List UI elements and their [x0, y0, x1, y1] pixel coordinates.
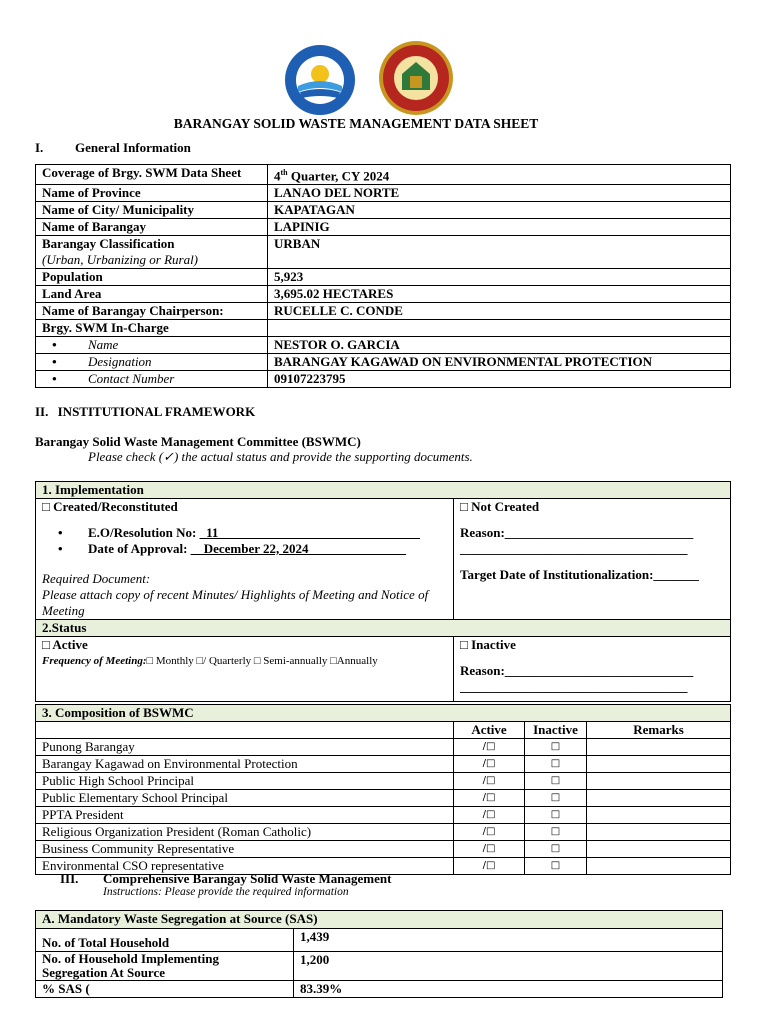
member-inactive-checkbox[interactable]: □ — [525, 739, 587, 756]
required-doc-text: Please attach copy of recent Minutes/ Highlights of Meeting and Notice of Meeting — [42, 587, 429, 618]
member-name: Environmental CSO representative — [36, 858, 454, 875]
page-title: BARANGAY SOLID WASTE MANAGEMENT DATA SHEET — [173, 116, 539, 131]
member-active-checkbox[interactable]: /□ — [454, 739, 525, 756]
classification-label: Barangay Classification — [42, 236, 175, 252]
reason-2b: ___________________________________ — [460, 679, 688, 694]
member-remarks — [587, 858, 731, 875]
member-remarks — [587, 841, 731, 858]
member-inactive-checkbox[interactable]: □ — [525, 841, 587, 858]
table-row — [36, 219, 731, 236]
table-row — [36, 354, 731, 371]
table-row — [36, 236, 731, 269]
member-active-checkbox[interactable]: /□ — [454, 858, 525, 875]
active-cell — [36, 637, 454, 702]
table-row — [36, 790, 731, 807]
table-row — [36, 841, 731, 858]
incharge-name-label: • Name — [36, 337, 268, 354]
logo-area — [0, 40, 768, 120]
bswmc-heading: Barangay Solid Waste Management Committee (BSWMC) — [35, 434, 361, 449]
reason-1b: ___________________________________ — [460, 541, 688, 556]
table-row — [36, 739, 731, 756]
created-option[interactable]: □ Created/Reconstituted — [42, 499, 178, 514]
member-inactive-checkbox[interactable]: □ — [525, 790, 587, 807]
barangay-label: Name of Barangay — [36, 219, 268, 236]
member-inactive-checkbox[interactable]: □ — [525, 756, 587, 773]
table-row — [36, 320, 731, 337]
table-row — [36, 773, 731, 790]
member-name: Public Elementary School Principal — [36, 790, 454, 807]
table-row — [36, 303, 731, 320]
member-active-checkbox[interactable]: /□ — [454, 841, 525, 858]
province-label: Name of Province — [36, 185, 268, 202]
inactive-cell — [454, 637, 731, 702]
table-row — [36, 165, 731, 185]
active-option[interactable]: □ Active — [42, 637, 88, 652]
city-value: KAPATAGAN — [268, 202, 731, 219]
not-created-option[interactable]: □ Not Created — [460, 499, 540, 514]
city-label: Name of City/ Municipality — [36, 202, 268, 219]
member-remarks — [587, 807, 731, 824]
contact-value: 09107223795 — [268, 371, 731, 388]
reason-1: Reason:_____________________________ — [460, 525, 694, 540]
section-3-heading — [60, 871, 392, 887]
composition-table — [35, 704, 731, 875]
classification-label-cell — [36, 236, 268, 269]
table-row — [36, 185, 731, 202]
required-doc-label: Required Document: — [42, 571, 151, 586]
member-inactive-checkbox[interactable]: □ — [525, 824, 587, 841]
incharge-name-value: NESTOR O. GARCIA — [268, 337, 731, 354]
table-row — [36, 269, 731, 286]
section-3-number: III. — [60, 871, 79, 886]
section-3-title: Comprehensive Barangay Solid Waste Management — [103, 871, 392, 886]
table-row — [36, 756, 731, 773]
composition-header: 3. Composition of BSWMC — [36, 705, 731, 722]
bayan-ng-kapatagan-seal-icon — [378, 40, 454, 116]
coverage-quarter: 4 — [274, 168, 281, 184]
section-3-instruction: Instructions: Please provide the required information — [103, 886, 349, 898]
date-line — [42, 541, 447, 557]
date-value: __December 22, 2024_______________ — [190, 541, 406, 556]
member-name: Religious Organization President (Roman Catholic) — [36, 824, 454, 841]
created-cell — [36, 499, 454, 620]
coverage-value — [268, 165, 731, 185]
contact-label: • Contact Number — [36, 371, 268, 388]
col-remarks: Remarks — [587, 722, 731, 739]
table-row — [36, 371, 731, 388]
section-1-heading — [35, 140, 191, 156]
designation-value: BARANGAY KAGAWAD ON ENVIRONMENTAL PROTECTION — [268, 354, 731, 371]
member-inactive-checkbox[interactable]: □ — [525, 807, 587, 824]
eo-label: E.O/Resolution No: — [88, 525, 200, 540]
classification-note: (Urban, Urbanizing or Rural) — [42, 252, 199, 268]
section-2-title: INSTITUTIONAL FRAMEWORK — [57, 404, 256, 419]
incharge-value — [268, 320, 731, 337]
implementation-header: 1. Implementation — [36, 482, 731, 499]
member-remarks — [587, 824, 731, 841]
province-value: LANAO DEL NORTE — [268, 185, 731, 202]
member-name: Business Community Representative — [36, 841, 454, 858]
date-label: Date of Approval: — [88, 541, 191, 556]
member-inactive-checkbox[interactable]: □ — [525, 858, 587, 875]
household-sas-value: 1,200 — [294, 952, 723, 981]
general-info-table — [35, 164, 731, 388]
chairperson-label: Name of Barangay Chairperson: — [36, 303, 268, 320]
member-remarks — [587, 756, 731, 773]
frequency-label: Frequency of Meeting: — [42, 655, 147, 667]
reason-2: Reason:_____________________________ — [460, 663, 694, 678]
total-household-value: 1,439 — [294, 929, 723, 952]
sas-percent-value: 83.39% — [294, 981, 723, 998]
incharge-label: Brgy. SWM In-Charge — [36, 320, 268, 337]
col-active: Active — [454, 722, 525, 739]
member-name: PPTA President — [36, 807, 454, 824]
member-remarks — [587, 773, 731, 790]
frequency-line — [42, 653, 447, 669]
section-2-number: II. — [35, 404, 49, 419]
composition-empty-header — [36, 722, 454, 739]
eo-line — [42, 525, 447, 541]
table-row — [36, 202, 731, 219]
bswmc-table — [35, 481, 731, 702]
section-2-heading — [35, 404, 255, 420]
section-1-number: I. — [35, 140, 44, 155]
table-row — [36, 286, 731, 303]
member-active-checkbox[interactable]: /□ — [454, 773, 525, 790]
member-name: Punong Barangay — [36, 739, 454, 756]
sas-header: A. Mandatory Waste Segregation at Source (SAS) — [36, 911, 723, 929]
bswmc-instruction: Please check (✓) the actual status and provide the supporting documents. — [88, 449, 473, 464]
target-date: Target Date of Institutionalization:_______ — [460, 567, 699, 582]
population-value: 5,923 — [268, 269, 731, 286]
classification-value: URBAN — [268, 236, 731, 269]
table-row — [36, 824, 731, 841]
member-inactive-checkbox[interactable]: □ — [525, 773, 587, 790]
barangay-lapinig-seal-icon — [284, 44, 356, 116]
coverage-label: Coverage of Brgy. SWM Data Sheet — [36, 165, 268, 185]
inactive-option[interactable]: □ Inactive — [460, 637, 516, 652]
member-active-checkbox[interactable]: /□ — [454, 756, 525, 773]
member-remarks — [587, 790, 731, 807]
section-1-title: General Information — [75, 140, 191, 155]
member-active-checkbox[interactable]: /□ — [454, 807, 525, 824]
sas-table — [35, 910, 723, 998]
coverage-sup: th — [280, 168, 288, 177]
chairperson-value: RUCELLE C. CONDE — [268, 303, 731, 320]
land-area-label: Land Area — [36, 286, 268, 303]
status-header: 2.Status — [36, 620, 731, 637]
member-active-checkbox[interactable]: /□ — [454, 824, 525, 841]
member-name: Barangay Kagawad on Environmental Protection — [36, 756, 454, 773]
household-sas-label: No. of Household Implementing Segregation At Source — [36, 952, 294, 981]
member-name: Public High School Principal — [36, 773, 454, 790]
col-inactive: Inactive — [525, 722, 587, 739]
total-household-label: No. of Total Household — [36, 929, 294, 952]
population-label: Population — [36, 269, 268, 286]
land-area-value: 3,695.02 HECTARES — [268, 286, 731, 303]
barangay-value: LAPINIG — [268, 219, 731, 236]
designation-label: • Designation — [36, 354, 268, 371]
sas-percent-label: % SAS ( — [36, 981, 294, 998]
eo-value: _11_______________________________ — [199, 525, 420, 540]
frequency-options[interactable]: □ Monthly □/ Quarterly □ Semi-annually □Annually — [146, 655, 378, 667]
member-active-checkbox[interactable]: /□ — [454, 790, 525, 807]
table-row — [36, 337, 731, 354]
table-row — [36, 807, 731, 824]
not-created-cell — [454, 499, 731, 620]
member-remarks — [587, 739, 731, 756]
coverage-year: Quarter, CY 2024 — [287, 168, 390, 184]
